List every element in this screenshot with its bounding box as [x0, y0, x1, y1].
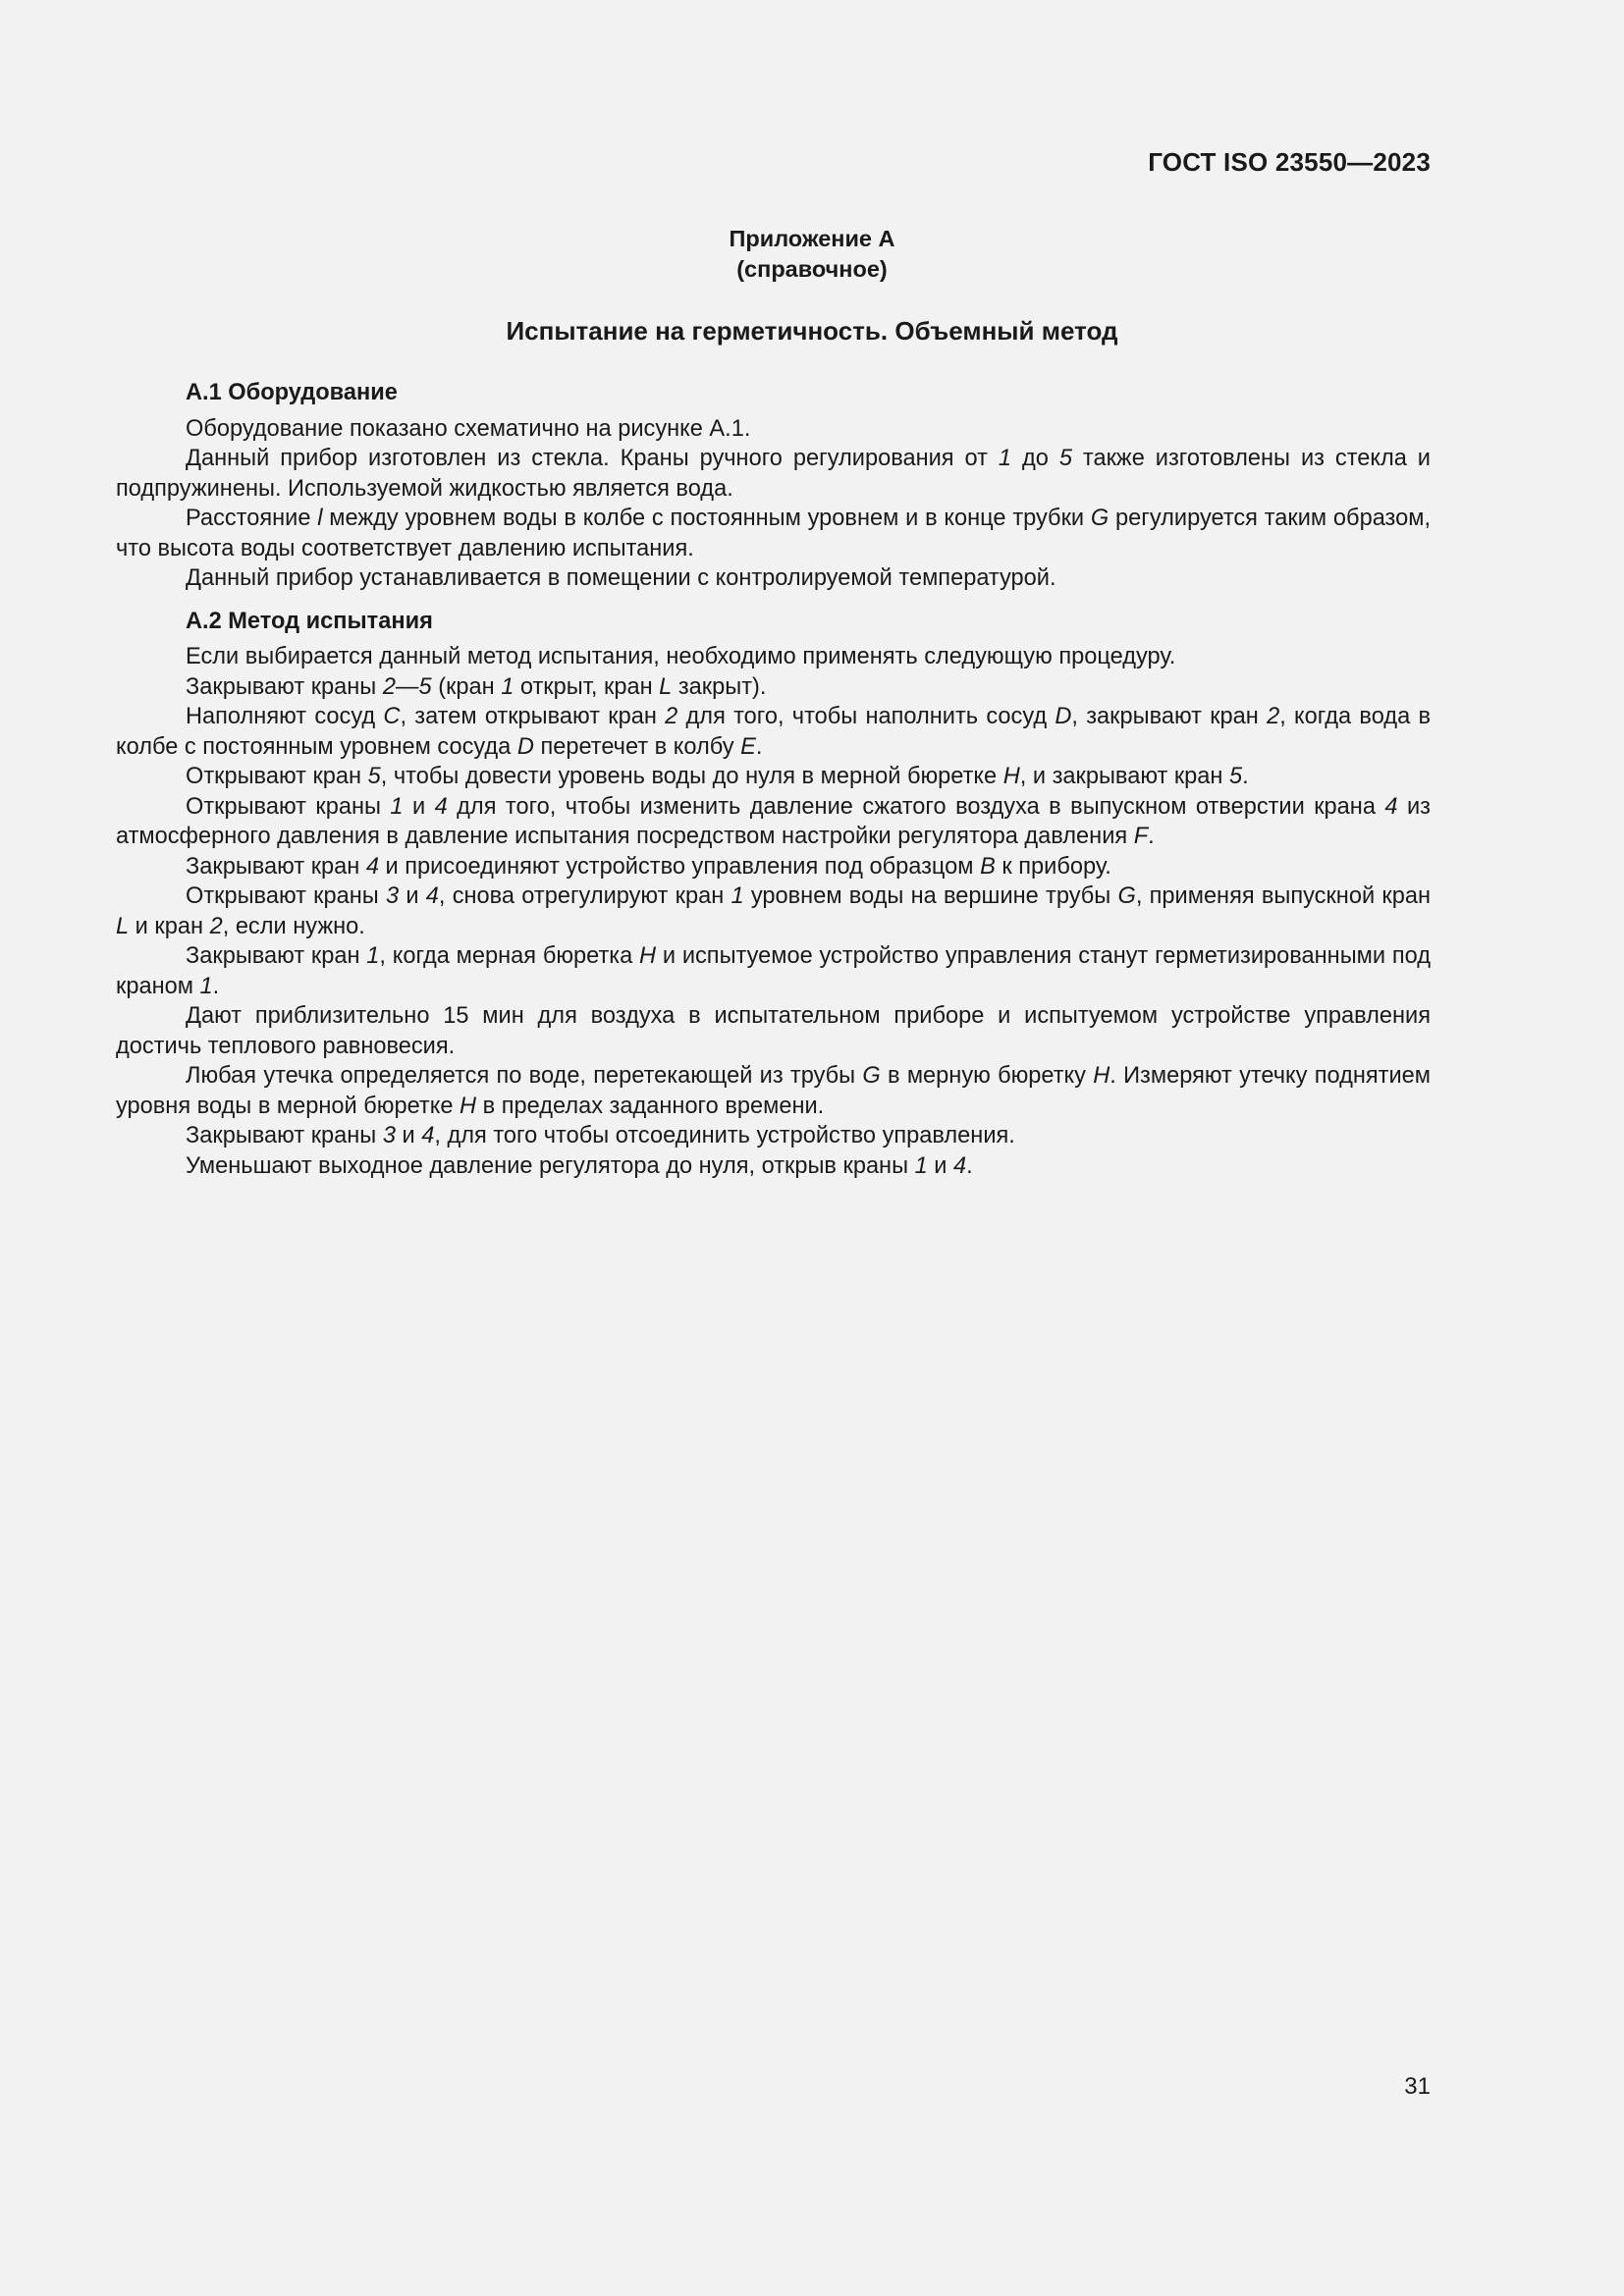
italic-symbol: 4 [434, 793, 448, 820]
paragraph: Открывают кран 5, чтобы довести уровень воды до нуля в мерной бюретке H, и закрывают кран 5. [186, 764, 1249, 789]
italic-symbol: D [1055, 704, 1072, 729]
document-code: ГОСТ ISO 23550—2023 [1148, 147, 1431, 177]
italic-symbol: L [116, 913, 130, 939]
paragraph: Закрывают кран 4 и присоединяют устройство управления под образцом В к прибору. [186, 853, 1111, 880]
italic-symbol: E [740, 733, 756, 760]
italic-symbol: G [1090, 506, 1110, 531]
paragraph: Дают приблизительно 15 мин для воздуха в испытательном приборе и испытуемом устройстве управления достичь теплового равновесия. [116, 1003, 1431, 1059]
italic-symbol: С [383, 704, 401, 729]
italic-symbol: В [980, 853, 996, 880]
italic-symbol: 3 [382, 1123, 396, 1148]
paragraph: Любая утечка определяется по воде, перетекающей из трубы G в мерную бюретку H. Измеряют утечку поднятием уровня воды в мерной бюретке H в пределах заданного времени. [116, 1063, 1431, 1119]
italic-symbol: 2 [1267, 704, 1280, 729]
italic-symbol: 4 [421, 1123, 435, 1148]
italic-symbol: 1 [998, 446, 1012, 471]
section-heading: А.1 Оборудование [186, 380, 398, 405]
paragraph: Закрывают краны 3 и 4, для того чтобы отсоединить устройство управления. [186, 1123, 1015, 1148]
italic-symbol: D [516, 733, 534, 760]
italic-symbol: 2 [665, 704, 678, 729]
document-body [116, 378, 1431, 1181]
italic-symbol: 4 [1384, 793, 1398, 820]
main-title: Испытание на герметичность. Объемный метод [506, 316, 1118, 346]
italic-symbol: H [460, 1093, 477, 1119]
section-heading: А.2 Метод испытания [186, 608, 433, 634]
paragraph: Уменьшают выходное давление регулятора до нуля, открыв краны 1 и 4. [186, 1152, 973, 1179]
paragraph: Данный прибор устанавливается в помещении с контролируемой температурой. [186, 565, 1056, 591]
italic-symbol: 2 [209, 913, 223, 939]
italic-symbol: 5 [1229, 764, 1243, 789]
italic-symbol: H [1002, 764, 1020, 789]
appendix-subtitle: (справочное) [736, 256, 888, 282]
paragraph: Данный прибор изготовлен из стекла. Краны ручного регулирования от 1 до 5 также изготовлены из стекла и подпружинены. Используемой жидкостью является вода. [116, 446, 1431, 502]
italic-symbol: 5 [367, 764, 381, 789]
italic-symbol: G [1117, 883, 1136, 909]
paragraph: Открывают краны 1 и 4 для того, чтобы изменить давление сжатого воздуха в выпускном отверстии крана 4 из атмосферного давления в давление испытания посредством настройки регулятора давления F. [116, 793, 1431, 849]
page-number: 31 [1404, 2073, 1431, 2100]
italic-symbol: l [317, 506, 323, 531]
italic-symbol: 4 [365, 853, 379, 880]
italic-symbol: 4 [425, 883, 439, 909]
appendix-title: Приложение А [729, 226, 895, 251]
italic-symbol: 1 [390, 793, 404, 820]
paragraph: Если выбирается данный метод испытания, необходимо применять следующую процедуру. [186, 644, 1176, 669]
italic-symbol: G [862, 1063, 881, 1089]
italic-symbol: 1 [199, 973, 213, 999]
italic-symbol: 1 [914, 1152, 928, 1179]
italic-symbol: L [659, 673, 673, 700]
paragraph: Оборудование показано схематично на рисунке А.1. [186, 415, 751, 442]
paragraph: Закрывают кран 1, когда мерная бюретка H и испытуемое устройство управления станут герметизированными под краном 1. [116, 943, 1431, 999]
italic-symbol: F [1133, 824, 1149, 849]
paragraph: Закрывают краны 2—5 (кран 1 открыт, кран L закрыт). [186, 673, 767, 700]
italic-symbol: 2—5 [382, 673, 432, 700]
italic-symbol: 3 [385, 883, 400, 909]
italic-symbol: 5 [1058, 446, 1072, 471]
italic-symbol: 1 [731, 883, 744, 909]
italic-symbol: H [1093, 1063, 1110, 1089]
italic-symbol: 4 [953, 1152, 967, 1179]
italic-symbol: 1 [366, 943, 380, 969]
paragraph: Расстояние l между уровнем воды в колбе с постоянным уровнем и в конце трубки G регулируется таким образом, что высота воды соответствует давлению испытания. [116, 506, 1431, 561]
appendix-heading [0, 224, 1624, 285]
italic-symbol: H [639, 943, 657, 969]
italic-symbol: 1 [501, 673, 514, 700]
paragraph: Наполняют сосуд С, затем открывают кран 2 для того, чтобы наполнить сосуд D, закрывают кран 2, когда вода в колбе с постоянным уровнем сосуда D перетечет в колбу E. [116, 704, 1431, 760]
paragraph: Открывают краны 3 и 4, снова отрегулируют кран 1 уровнем воды на вершине трубы G, применяя выпускной кран L и кран 2, если нужно. [116, 883, 1431, 939]
